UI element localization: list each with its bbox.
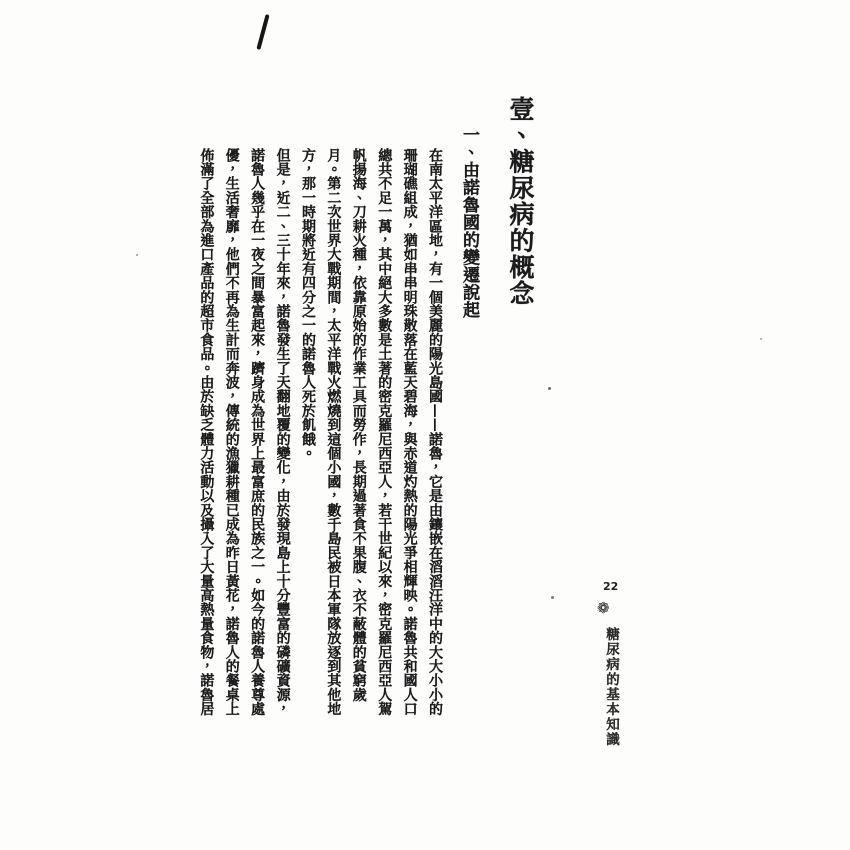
scan-speckle <box>760 338 762 340</box>
fleuron-icon: ❁ <box>597 599 610 617</box>
pen-mark <box>256 14 269 50</box>
body-text <box>193 148 447 718</box>
page-number: 22 <box>603 580 619 593</box>
chapter-title: 壹、糖尿病的概念 <box>506 96 535 307</box>
paragraph-nauru-wealth: 但是，近二、三十年來，諾魯發生了天翻地覆的變化，由於發現島上十分豐富的磷礦資源，諾魯人幾乎在一夜之間暴富起來，躋身成為世界上最富庶的民族之一。如今的諾魯人養尊處優，生活奢靡，他們不再為生計而奔波，傳統的漁獵耕種已成為昨日黃花，諾魯人的餐桌上佈滿了全部為進口產品的超市食品。由於缺乏體力活動以及攝入了大量高熱量食物，諾魯居 <box>198 148 291 716</box>
scan-speckle <box>548 387 551 390</box>
scan-speckle <box>551 596 554 599</box>
book-side-title: 糖尿病的基本知識 <box>603 627 619 747</box>
paragraph-nauru-history: 在南太平洋區地，有一個美麗的陽光島國——諾魯，它是由鑲嵌在滔滔汪洋中的大大小小的珊瑚礁組成，猶如串串明珠散落在藍天碧海，與赤道灼熱的陽光爭相輝映。諾魯共和國人口總共不足一萬，其中絕大多數是土著的密克羅尼西亞人，若干世紀以來，密克羅尼西亞人駕帆揚海、刀耕火種，依靠原始的作業工具而勞作，長期過著食不果腹、衣不蔽體的貧窮歲月。第二次世界大戰期間，太平洋戰火燃燒到這個小國，數千島民被日本軍隊放逐到其他地方，那一時期將近有四分之一的諾魯人死於飢餓。 <box>299 148 443 716</box>
scan-speckle <box>136 254 138 256</box>
section-title: 一、由諾魯國的變遷說起 <box>459 126 479 319</box>
